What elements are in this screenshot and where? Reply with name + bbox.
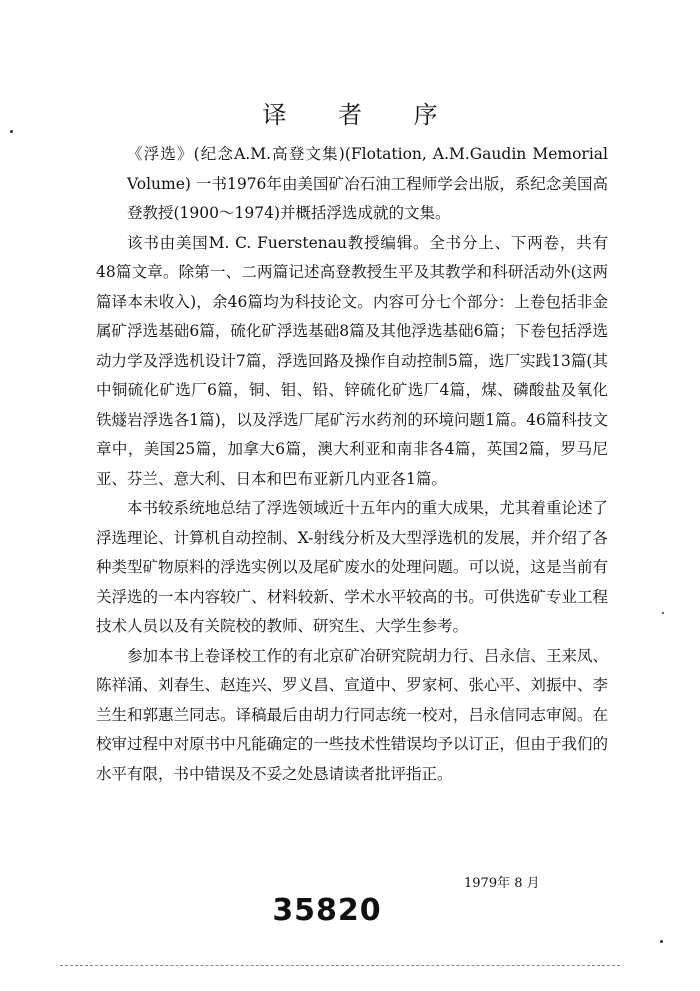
paragraph-2: 该书由美国M. C. Fuerstenau教授编辑。全书分上、下两卷，共有48篇文章。除第一、二两篇记述高登教授生平及其教学和科研活动外(这两篇译本未收入)，余46篇均为科技论文。内容可分七个部分：上卷包括非金属矿浮选基础6篇，硫化矿浮选基础8篇及其他浮选基础6篇；下卷包括浮选动力学及浮选机设计7篇，浮选回路及操作自动控制5篇，选厂实践13篇(其中铜硫化矿选厂6篇，铜、钼、铅、锌硫化矿选厂4篇，煤、磷酸盐及氧化铁燧岩浮选各1篇)，以及浮选厂尾矿污水药剂的环境问题1篇。46篇科技文章中，美国25篇，加拿大6篇，澳大利亚和南非各4篇，英国2篇，罗马尼亚、芬兰、意大利、日本和巴布亚新几内亚各1篇。 — [96, 233, 608, 488]
preface-body — [96, 140, 608, 789]
paragraph-3: 本书较系统地总结了浮选领域近十五年内的重大成果，尤其着重论述了浮选理论、计算机自动控制、X-射线分析及大型浮选机的发展，并介绍了各种类型矿物原料的浮选实例以及尾矿废水的处理问题。可以说，这是当前有关浮选的一本内容较广、材料较新、学术水平较高的书。可供选矿专业工程技术人员以及有关院校的教师、研究生、大学生参考。 — [96, 499, 608, 635]
paragraph-4: 参加本书上卷译校工作的有北京矿冶研究院胡力行、吕永信、王来凤、陈祥涌、刘春生、赵连兴、罗义昌、宣道中、罗家柯、张心平、刘振中、李兰生和郭惠兰同志。译稿最后由胡力行同志统一校对，吕永信同志审阅。在校审过程中对原书中凡能确定的一些技术性错误均予以订正，但由于我们的水平有限，书中错误及不妥之处恳请读者批评指正。 — [96, 646, 608, 783]
stamp-number: 35820 — [272, 893, 382, 928]
scan-speck — [10, 130, 13, 133]
paragraph-1: 《浮选》(纪念A.M.高登文集)(Flotation, A.M.Gaudin Memorial Volume) 一书1976年由美国矿冶石油工程师学会出版，系纪念美国高登教授(1900～1974)并概括浮选成就的文集。 — [127, 145, 608, 222]
preface-date: 1979年 8 月 — [464, 876, 540, 891]
scan-speck — [662, 612, 664, 614]
scan-artifact-line — [60, 965, 620, 966]
page-title: 译 者 序 — [262, 101, 460, 129]
scan-speck — [660, 940, 663, 943]
